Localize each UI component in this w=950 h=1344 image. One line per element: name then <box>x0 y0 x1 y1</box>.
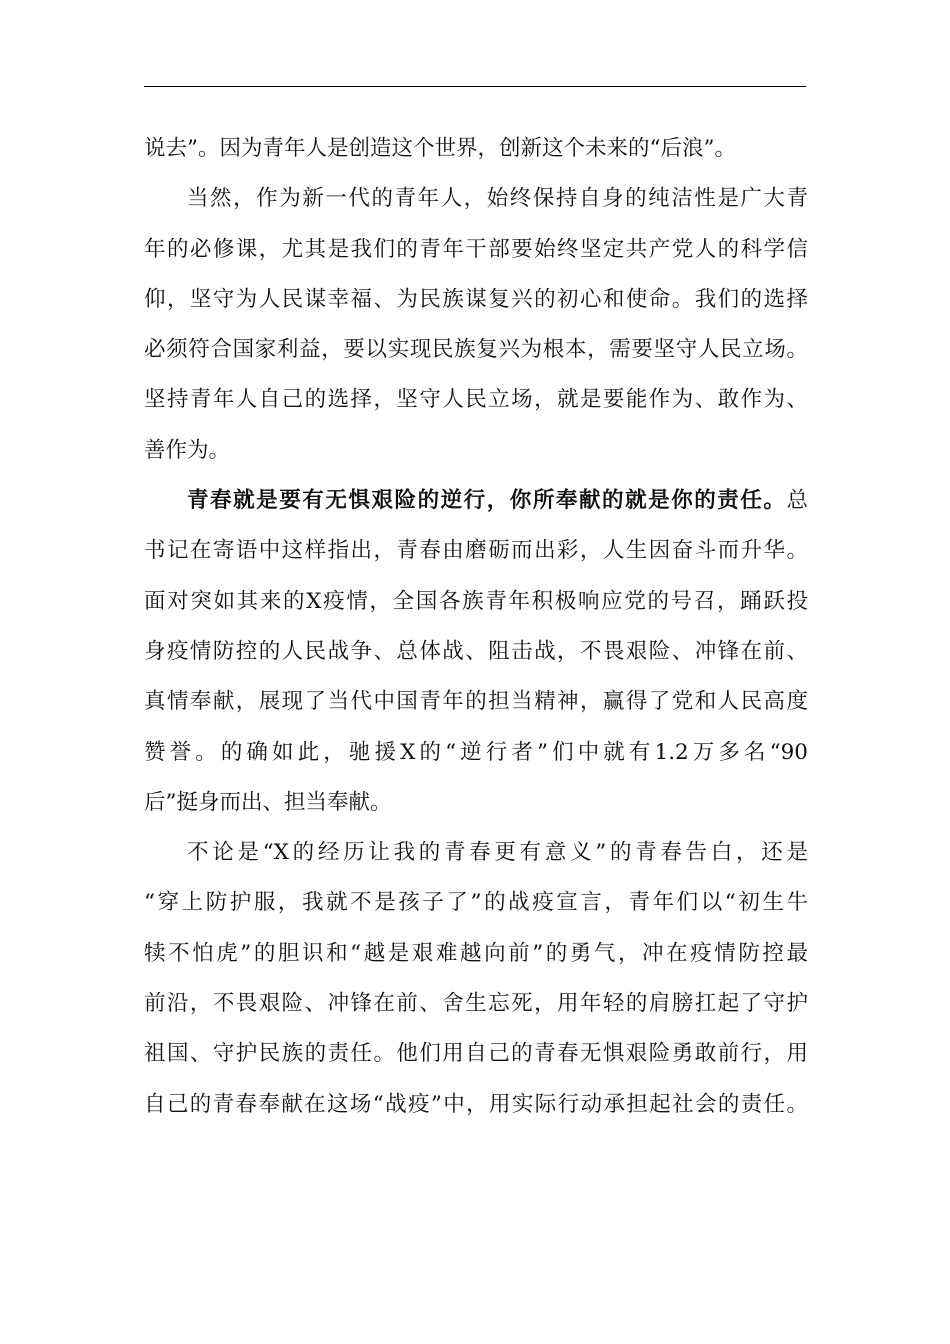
paragraph-2 <box>144 174 808 476</box>
text-line: 身疫情防控的人民战争、总体战、阻击战，不畏艰险、冲锋在前、 <box>144 638 808 664</box>
text-line: 面对突如其来的X疫情，全国各族青年积极响应党的号召，踊跃投 <box>144 588 808 614</box>
text-line: 前沿，不畏艰险、冲锋在前、舍生忘死，用年轻的肩膀扛起了守护 <box>144 991 808 1017</box>
text-line: 当然，作为新一代的青年人，始终保持自身的纯洁性是广大青 <box>187 186 808 212</box>
text-line: 真情奉献，展现了当代中国青年的担当精神，赢得了党和人民高度 <box>144 689 808 715</box>
text-line: “穿上防护服，我就不是孩子了”的战疫宣言，青年们以“初生牛 <box>144 890 808 916</box>
text-run: 总 <box>786 488 808 514</box>
text-line: 必须符合国家利益，要以实现民族复兴为根本，需要坚守人民立场。 <box>144 337 808 363</box>
text-line: 赞誉。的确如此，驰援X的“逆行者”们中就有1.2万多名“90 <box>144 739 808 765</box>
text-line: 不论是“X的经历让我的青春更有意义”的青春告白，还是 <box>187 840 808 866</box>
text-line: 仰，坚守为人民谋幸福、为民族谋复兴的初心和使命。我们的选择 <box>144 286 808 312</box>
header-rule <box>144 86 806 87</box>
text-line: 祖国、守护民族的责任。他们用自己的青春无惧艰险勇敢前行，用 <box>144 1041 808 1067</box>
text-line: 年的必修课，尤其是我们的青年干部要始终坚定共产党人的科学信 <box>144 236 808 262</box>
text-line: 自己的青春奉献在这场“战疫”中，用实际行动承担起社会的责任。 <box>144 1091 808 1117</box>
text-line <box>144 476 808 526</box>
paragraph-1 <box>144 124 808 174</box>
text-line: 坚持青年人自己的选择，坚守人民立场，就是要能作为、敢作为、 <box>144 387 808 413</box>
paragraph-4 <box>144 828 808 1130</box>
text-line: 说去”。因为青年人是创造这个世界，创新这个未来的“后浪”。 <box>144 136 736 161</box>
bold-lead-sentence: 青春就是要有无惧艰险的逆行，你所奉献的就是你的责任。 <box>187 488 787 514</box>
paragraph-3 <box>144 476 808 828</box>
document-body <box>144 124 808 1130</box>
text-line: 善作为。 <box>144 437 231 463</box>
text-line: 犊不怕虎”的胆识和“越是艰难越向前”的勇气，冲在疫情防控最 <box>144 940 808 966</box>
text-line: 后”挺身而出、担当奉献。 <box>144 789 392 815</box>
text-line: 书记在寄语中这样指出，青春由磨砺而出彩，人生因奋斗而升华。 <box>144 538 808 564</box>
